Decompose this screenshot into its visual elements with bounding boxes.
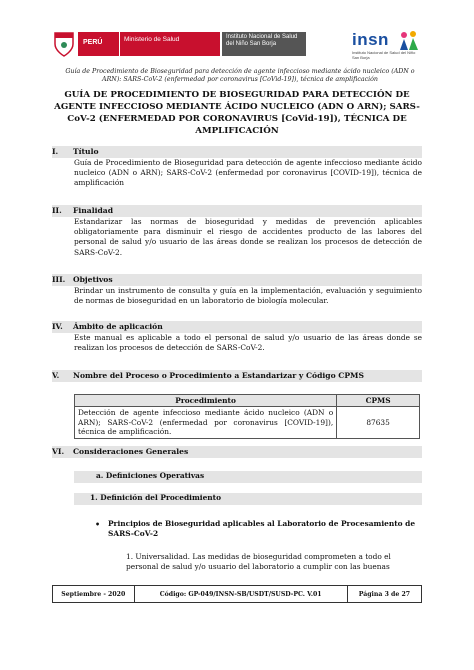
footer-date: Septiembre - 2020 xyxy=(53,586,135,602)
insn-tagline: Instituto Nacional de Salud del Niño San Borja xyxy=(352,50,416,60)
section-text-ambito: Este manual es aplicable a todo el personal de salud y/o usuario de las áreas donde se realizan los procesos de detección de SARS-CoV-2. xyxy=(74,333,422,353)
header-logos xyxy=(52,30,422,64)
list-item-universalidad: 1. Universalidad. Las medidas de bioseguridad comprometen a todo el personal de salud y/o usuario del laboratorio a cumplir con las buenas xyxy=(126,552,391,572)
section-heading-finalidad xyxy=(52,205,422,217)
subsection-label: a. Definiciones Operativas xyxy=(96,471,205,480)
document-title: GUÍA DE PROCEDIMIENTO DE BIOSEGURIDAD PARA DETECCIÓN DE AGENTE INFECCIOSO MEDIANTE ÁCIDO NUCLEICO (ADN O ARN); SARS-CoV-2 (ENFERMEDAD POR CORONAVIRUS [CoVid-19]), TÉCNICA DE AMPLIFICACIÓN xyxy=(54,90,420,136)
section-number: I. xyxy=(52,147,59,156)
subsection-label: 1. Definición del Procedimiento xyxy=(90,493,221,502)
section-text-objetivos: Brindar un instrumento de consulta y guía en la implementación, evaluación y seguimiento de normas de bioseguridad en un laboratorio de biología molecular. xyxy=(74,286,422,306)
table-row xyxy=(75,407,420,439)
bullet-icon: • xyxy=(95,519,101,529)
table-header-row xyxy=(75,395,420,407)
ministry-label: Ministerio de Salud xyxy=(124,36,180,43)
peru-ministry-logo xyxy=(78,32,220,56)
table-cell-cpms: 87635 xyxy=(337,407,420,439)
insn-brand: insn xyxy=(352,30,389,49)
section-heading-ambito xyxy=(52,321,422,333)
subsection-definicion-procedimiento xyxy=(74,493,422,505)
section-label: Nombre del Proceso o Procedimiento a Estandarizar y Código CPMS xyxy=(73,371,364,380)
children-figure-icon xyxy=(398,30,420,52)
insn-logo xyxy=(352,30,422,60)
section-heading-titulo xyxy=(52,146,422,158)
section-number: IV. xyxy=(52,322,63,331)
section-label: Objetivos xyxy=(73,275,113,284)
section-heading-cpms xyxy=(52,370,422,382)
footer-page: Página 3 de 27 xyxy=(358,590,411,598)
section-label: Título xyxy=(73,147,99,156)
section-heading-objetivos xyxy=(52,274,422,286)
footer-code: Código: GP-049/INSN-SB/USDT/SUSD-PC. V.01 xyxy=(135,586,348,602)
running-header: Guía de Procedimiento de Bioseguridad para detección de agente infeccioso mediante ácido nucleico (ADN o ARN): SARS-CoV-2 (enfermedad por coronavirus [CoVid-19]), técnica de amplificación xyxy=(65,68,415,83)
peru-shield-icon xyxy=(52,30,76,58)
section-number: II. xyxy=(52,206,62,215)
section-number: VI. xyxy=(52,447,65,456)
table-header-cpms: CPMS xyxy=(337,395,420,407)
bullet-principios: Principios de Bioseguridad aplicables al Laboratorio de Procesamiento de SARS-CoV-2 xyxy=(108,519,416,538)
section-label: Finalidad xyxy=(73,206,114,215)
section-heading-consideraciones xyxy=(52,446,422,458)
section-number: III. xyxy=(52,275,66,284)
cpms-table xyxy=(74,394,420,439)
section-number: V. xyxy=(52,371,60,380)
page-footer xyxy=(52,585,422,603)
section-label: Ámbito de aplicación xyxy=(73,322,163,331)
section-label: Consideraciones Generales xyxy=(73,447,189,456)
section-text-finalidad: Estandarizar las normas de bioseguridad y medidas de prevención aplicables obligatoriamente para disminuir el riesgo de accidentes producto de las labores del personal de salud y/o usuario de las áreas donde se realizan los procesos de detección de SARS-CoV-2. xyxy=(74,217,422,257)
institute-label: Instituto Nacional de Salud del Niño San Borja xyxy=(222,32,306,56)
subsection-definiciones xyxy=(74,471,422,483)
table-header-procedimiento: Procedimiento xyxy=(75,395,337,407)
country-label: PERÚ xyxy=(78,32,120,56)
section-text-titulo: Guía de Procedimiento de Bioseguridad para detección de agente infeccioso mediante ácido nucleico (ADN o ARN); SARS-CoV-2 (enfermedad por coronavirus [COVID-19]), técnica de amplificación xyxy=(74,158,422,188)
table-cell-procedimiento: Detección de agente infeccioso mediante ácido nucleico (ADN o ARN); SARS-CoV-2 (enfermedad por coronavirus [COVID-19]), técnica de amplificación. xyxy=(75,407,337,439)
